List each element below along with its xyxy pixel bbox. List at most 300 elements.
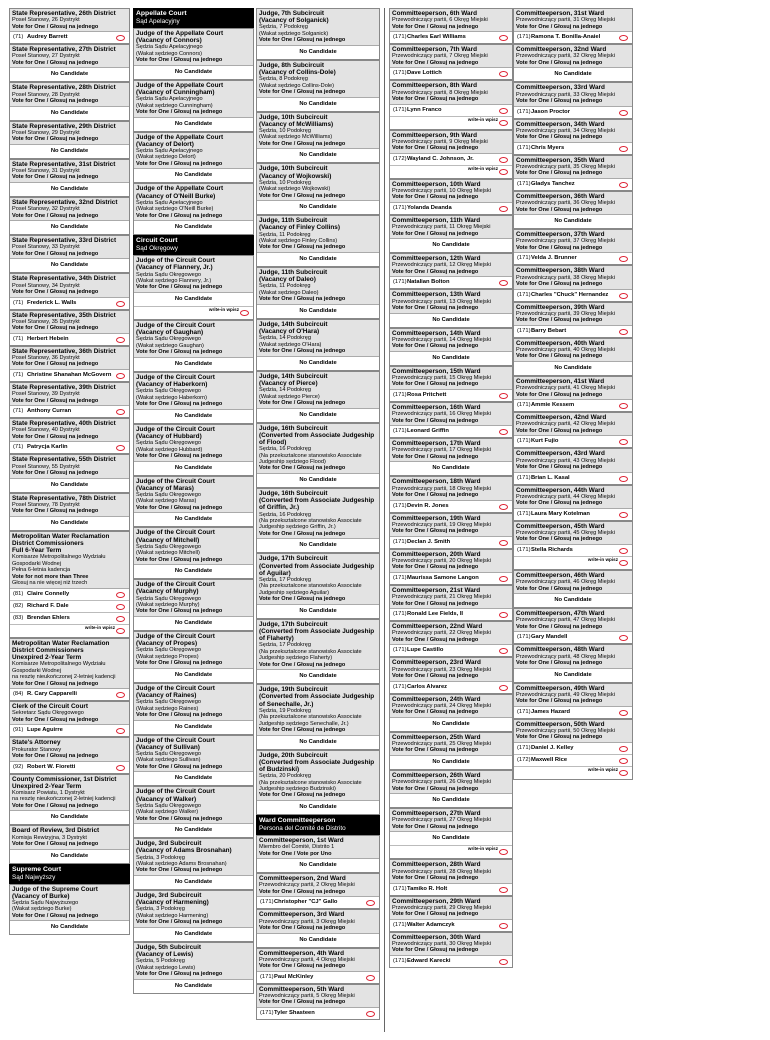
contest-translation: Przewodniczący partii, 37 Okręg Miejski [516,238,615,245]
contest-title: Committeeperson, 29th Ward [392,897,481,905]
vote-oval-icon[interactable] [619,512,628,518]
vote-instruction: Vote for One / Głosuj na jednego [392,636,479,643]
candidate-row[interactable] [390,609,512,620]
contest-translation: Przewodniczący partii, 42 Okręg Miejski [516,421,615,428]
contest-box [9,825,130,863]
vote-instruction: Vote for One / Głosuj na jednego [516,427,603,434]
vote-oval-icon[interactable] [499,540,508,546]
vote-oval-icon[interactable] [619,293,628,299]
contest-subtitle: Unexpired 2-Year Term [12,654,82,662]
candidate-row[interactable] [390,390,512,401]
contest-header [390,933,512,956]
contest-header [134,684,253,721]
candidate-row[interactable] [514,755,632,767]
contest-box [9,382,130,418]
candidate-row[interactable] [390,884,512,895]
contest-translation: Przewodniczący partii, 20 Okręg Miejski [392,558,491,565]
candidate-row[interactable] [390,68,512,79]
write-in-row[interactable] [390,117,512,129]
contest-header [514,720,632,743]
contest-translation: (Na przekształcone stanowisko Associate Judgeship sędziego Griffin, Jr.) [259,517,362,531]
candidate-number: (171) [393,34,407,41]
contest-title: State Representative, 40th District [12,420,116,428]
contest-box [9,774,130,826]
contest-translation: (Wakat sędziego O'Neill Burke) [136,206,214,213]
contest-subtitle: (Vacancy of Collins-Dole) [259,69,336,77]
vote-oval-icon[interactable] [619,110,628,116]
contest-subtitle: (Converted from Associate Judgeship of Flaherty) [259,627,375,643]
section-title-translation: Persona del Comité de Distrito [259,825,346,833]
contest-title: State Representative, 78th District [12,494,116,502]
vote-oval-icon[interactable] [499,206,508,212]
contest-box [389,80,513,129]
vote-oval-icon[interactable] [619,710,628,716]
contest-title: Judge, 3rd Subcircuit [136,892,202,899]
contest-title: Committeeperson, 12th Ward [392,255,481,263]
vote-oval-icon[interactable] [116,628,125,634]
no-candidate: No Candidate [50,814,89,821]
contest-header [134,632,253,669]
contest-translation: Przewodniczący partii, 2 Okręg Miejski [259,882,355,889]
vote-oval-icon[interactable] [619,146,628,152]
no-candidate: No Candidate [554,71,592,78]
candidate-number: (71) [13,372,24,379]
contest-box [256,112,380,164]
contest-box [9,310,130,346]
contest-box [256,553,380,618]
candidate-row[interactable] [10,589,129,601]
contest-translation: Przewodniczący partii, 49 Okręg Miejski [516,691,615,698]
no-candidate: No Candidate [174,120,213,127]
candidate-row[interactable] [514,253,632,264]
contest-title: Committeeperson, 26th Ward [392,772,481,780]
candidate-row[interactable] [257,897,379,908]
no-candidate: No Candidate [50,481,89,488]
vote-oval-icon[interactable] [619,403,628,409]
contest-translation: Przewodniczący partii, 18 Okręg Miejski [392,485,491,492]
vote-instruction: Vote for One / Głosuj na jednego [12,802,99,809]
candidate-row[interactable] [390,277,512,288]
candidate-row[interactable] [10,725,129,736]
contest-title: Committeeperson, 2nd Ward [259,875,346,883]
contest-translation: Przewodniczący partii, 10 Okręg Miejski [392,188,491,195]
no-candidate: No Candidate [554,218,592,225]
contest-subtitle: (Vacancy of Finley Collins) [259,224,340,232]
vote-oval-icon[interactable] [619,35,628,41]
no-candidate: No Candidate [432,797,470,804]
vote-oval-icon[interactable] [499,108,508,114]
candidate-row[interactable] [390,645,512,656]
vote-oval-icon[interactable] [499,576,508,582]
vote-oval-icon[interactable] [499,849,508,855]
contest-box [389,513,513,549]
contest-translation: Sędzia, 19 Podokręg [259,707,311,714]
vote-oval-icon[interactable] [116,445,125,451]
vote-oval-icon[interactable] [499,429,508,435]
contest-title: Committeeperson, 28th Ward [392,861,481,869]
vote-oval-icon[interactable] [619,476,628,482]
vote-oval-icon[interactable] [499,157,508,163]
contest-translation: Przewodniczący partii, 46 Okręg Miejski [516,579,615,586]
candidate-row[interactable] [390,154,512,166]
candidate-row[interactable] [514,707,632,718]
vote-oval-icon[interactable] [619,560,628,566]
vote-oval-icon[interactable] [116,692,125,698]
candidate-number: (171) [517,34,531,41]
candidate-name: Lupe Castillo [407,647,444,654]
contest-box [256,835,380,873]
contest-box [256,909,380,947]
vote-oval-icon[interactable] [116,373,125,379]
vote-instruction-translation: Głosuj na nie więcej niż trzech [12,580,88,587]
contest-header [390,403,512,426]
ballot-column-3 [256,8,380,1020]
candidate-number: (83) [13,614,24,621]
candidate-row[interactable] [514,545,632,557]
vote-instruction: Vote for One / Głosuj na jednego [392,96,479,103]
candidate-name: Devin R. Jones [407,502,449,509]
candidate-row[interactable] [390,537,512,548]
contest-header [390,550,512,573]
vote-oval-icon[interactable] [116,409,125,415]
vote-oval-icon[interactable] [116,616,125,622]
candidate-name: Maxwell Rice [531,757,568,764]
contest-translation: Poseł Stanowy, 35 Dystrykt [12,318,80,325]
contest-box [9,346,130,382]
contest-box [389,44,513,80]
vote-instruction: Vote for One / Głosuj na jednego [259,89,346,96]
contest-translation: Przewodniczący partii, 16 Okręg Miejski [392,411,491,418]
contest-title: Committeeperson, 32nd Ward [516,46,607,54]
vote-oval-icon[interactable] [116,35,125,41]
vote-oval-icon[interactable] [619,182,628,188]
ballot-column-4 [389,8,513,968]
vote-oval-icon[interactable] [499,685,508,691]
contest-box [133,942,254,994]
contest-box [9,884,130,936]
contest-translation: Sędzia Sądu Apelacyjnego [136,148,203,155]
vote-oval-icon[interactable] [619,770,628,776]
contest-box [256,423,380,488]
contest-translation: Sędzia Sądu Okręgowego [136,647,201,654]
candidate-number: (71) [13,335,24,342]
contest-header [390,329,512,352]
vote-oval-icon[interactable] [116,728,125,734]
contest-box [9,121,130,159]
contest-translation: Przewodniczący partii, 45 Okręg Miejski [516,530,615,537]
contest-box [133,80,254,132]
candidate-row[interactable] [10,298,129,309]
write-in-row[interactable] [514,767,632,779]
candidate-number: (81) [13,590,24,597]
contest-box [513,119,633,155]
contest-header [257,424,379,474]
candidate-row[interactable] [10,442,129,453]
vote-oval-icon[interactable] [499,280,508,286]
vote-instruction: Vote for One / Głosuj na jednego [392,875,479,882]
contest-translation: Przewodniczący partii, 24 Okręg Miejski [392,702,491,709]
contest-box [256,319,380,371]
candidate-row[interactable] [257,1008,379,1019]
candidate-row[interactable] [514,632,632,643]
contest-header [514,684,632,707]
contest-subtitle: (Vacancy of O'Neill Burke) [136,192,216,200]
vote-oval-icon[interactable] [499,923,508,929]
contest-header [514,9,632,32]
contest-translation: Sędzia, 17 Podokręg [259,576,311,583]
contest-header [257,268,379,305]
contest-title: Judge of the Circuit Court [136,581,215,589]
contest-title: Judge, 11th Subcircuit [259,217,328,225]
contest-box [513,302,633,338]
vote-oval-icon[interactable] [619,548,628,554]
contest-translation: (Na przekształcone stanowisko Associate Judgeship sędziego Aguilar) [259,583,362,596]
vote-oval-icon[interactable] [499,120,508,126]
contest-header [134,256,253,293]
candidate-number: (71) [13,34,24,41]
candidate-row[interactable] [10,32,129,43]
no-candidate: No Candidate [174,775,213,782]
contest-translation: Przewodniczący partii, 38 Okręg Miejski [516,274,615,281]
contest-title: Committeeperson, 41st Ward [516,378,605,386]
vote-instruction: Vote for One / Głosuj na jednego [12,680,99,687]
contest-header [10,45,129,68]
no-candidate: No Candidate [50,224,89,231]
vote-oval-icon[interactable] [619,746,628,752]
vote-instruction: Vote for One / Głosuj na jednego [259,37,346,44]
contest-header [390,733,512,756]
contest-translation: (Wakat sędziego Collins-Dole) [259,82,335,89]
candidate-number: (171) [393,502,407,509]
candidate-row[interactable] [514,400,632,411]
contest-box [133,631,254,683]
candidate-row[interactable] [514,107,632,118]
contest-translation: Przewodniczący partii, 32 Okręg Miejski [516,53,615,60]
vote-oval-icon[interactable] [116,337,125,343]
vote-instruction: Vote for One / Głosuj na jednego [136,608,223,615]
vote-instruction: Vote for One / Głosuj na jednego [136,57,223,64]
candidate-row[interactable] [10,334,129,345]
vote-instruction: Vote for One / Głosuj na jednego [392,453,479,460]
write-in-row[interactable] [134,307,253,319]
contest-translation: Przewodniczący partii, 44 Okręg Miejski [516,493,615,500]
no-candidate: No Candidate [299,152,337,159]
candidate-name: Chris Myers [531,144,565,151]
candidate-row[interactable] [390,501,512,512]
candidate-row[interactable] [390,426,512,437]
candidate-name: Leonard Griffin [407,428,449,435]
candidate-row[interactable] [390,105,512,117]
candidate-number: (171) [517,474,531,481]
no-candidate: No Candidate [390,832,512,846]
contest-title: Committeeperson, 18th Ward [392,478,481,486]
candidate-row[interactable] [514,179,632,190]
contest-translation: Sędzia Sądu Apelacyjnego [136,44,203,51]
contest-translation: Przewodniczący partii, 33 Okręg Miejski [516,91,615,98]
contest-box [256,371,380,423]
contest-translation: Sędzia, 10 Podokręg [259,128,311,135]
candidate-name: Yolanda Deanda [407,205,452,212]
vote-oval-icon[interactable] [619,439,628,445]
contest-header [257,9,379,46]
candidate-row[interactable] [390,203,512,214]
vote-oval-icon[interactable] [499,887,508,893]
candidate-row[interactable] [10,601,129,613]
contest-title: Judge, 3rd Subcircuit [136,840,202,848]
write-in-row[interactable] [514,557,632,569]
vote-oval-icon[interactable] [366,900,375,906]
vote-instruction: Vote for One / Głosuj na jednego [12,212,99,219]
contest-title: Committeeperson, 49th Ward [516,684,605,692]
contest-box [9,197,130,235]
write-in-row[interactable] [10,625,129,637]
contest-box [256,619,380,684]
vote-oval-icon[interactable] [499,169,508,175]
vote-instruction: Vote for One / Głosuj na jednego [12,470,99,477]
contest-translation: Pełna 6-letnia kadencja [12,567,71,574]
contest-translation: Miembro del Comité, Distrito 1 [259,844,335,851]
candidate-row[interactable] [514,290,632,301]
candidate-row[interactable] [514,326,632,337]
contest-title: Committeeperson, 23rd Ward [392,659,481,667]
candidate-row[interactable] [10,406,129,417]
contest-box [133,28,254,80]
contest-translation: Sędzia, 14 Podokręg [259,335,311,342]
vote-instruction: Vote for One / Głosuj na jednego [516,536,603,543]
contest-box [513,229,633,265]
contest-translation: Przewodniczący partii, 25 Okręg Miejski [392,741,491,748]
candidate-name: Herbert Hebein [27,335,69,342]
contest-subtitle: (Converted from Associate Judgeship of Flood) [259,431,375,446]
contest-translation: Przewodniczący partii, 13 Okręg Miejski [392,298,491,305]
contest-title: Committeeperson, 11th Ward [392,217,481,225]
contest-box [513,338,633,376]
candidate-number: (171) [517,327,531,334]
contest-title: Metropolitan Water Reclamation District Commissioners [12,639,110,654]
candidate-row[interactable] [10,613,129,625]
no-candidate: No Candidate [174,982,213,989]
contest-box [389,130,513,179]
vote-oval-icon[interactable] [619,758,628,764]
contest-title: Judge, 19th Subcircuit [259,686,328,694]
candidate-row[interactable] [257,972,379,983]
no-candidate: No Candidate [174,619,213,626]
candidate-number: (171) [517,745,531,752]
candidate-row[interactable] [390,920,512,931]
candidate-row[interactable] [514,436,632,447]
contest-header [514,449,632,472]
write-in-row[interactable] [390,846,512,858]
candidate-row[interactable] [390,956,512,967]
vote-oval-icon[interactable] [499,648,508,654]
vote-instruction: Vote for One / Głosuj na jednego [516,660,603,667]
candidate-row[interactable] [390,573,512,584]
vote-oval-icon[interactable] [116,604,125,610]
vote-oval-icon[interactable] [499,393,508,399]
candidate-number: (171) [517,547,531,554]
contest-subtitle: (Vacancy of Cunningham) [136,89,215,97]
contest-translation: Sędzia Sądu Okręgowego [136,388,201,395]
vote-instruction: Vote for One / Głosuj na jednego [136,971,223,978]
vote-oval-icon[interactable] [619,256,628,262]
candidate-row[interactable] [514,743,632,755]
write-in-label: write-in wpisz [587,767,618,773]
contest-title: Judge, 17th Subcircuit [259,620,328,628]
contest-subtitle: (Vacancy of Daleo) [259,276,316,284]
contest-box [9,44,130,82]
vote-instruction: Vote for One / Głosuj na jednego [516,391,603,398]
vote-oval-icon[interactable] [116,592,125,598]
contest-title: Judge, 20th Subcircuit [259,751,328,759]
contest-translation: (Wakat sędziego O'Hara) [259,341,322,348]
contest-box [256,488,380,553]
contest-title: Judge of the Appellate Court [136,81,224,89]
candidate-number: (172) [517,757,531,764]
candidate-row[interactable] [390,682,512,693]
no-candidate: No Candidate [432,316,470,323]
vote-oval-icon[interactable] [619,329,628,335]
candidate-row[interactable] [514,32,632,43]
contest-box [389,896,513,932]
vote-oval-icon[interactable] [366,975,375,981]
candidate-number: (82) [13,602,24,609]
contest-translation: Sędzia, 3 Podokręg [136,906,185,913]
candidate-row[interactable] [390,32,512,43]
contest-translation: (Na przekształcone stanowisko Associate Judgeship sędziego Budzinski) [259,779,362,793]
section-title: Circuit Court [136,237,178,245]
contest-translation: Sędzia, 20 Podokręg [259,773,311,780]
vote-oval-icon[interactable] [499,612,508,618]
vote-oval-icon[interactable] [499,71,508,77]
vote-oval-icon[interactable] [366,1011,375,1017]
contest-translation: Przewodniczący partii, 50 Okręg Miejski [516,728,615,735]
contest-box [256,267,380,319]
vote-oval-icon[interactable] [116,301,125,307]
contest-header [390,658,512,681]
contest-translation: Przewodniczący partii, 35 Okręg Miejski [516,164,615,171]
contest-translation: Przewodniczący partii, 43 Okręg Miejski [516,457,615,464]
candidate-row[interactable] [514,473,632,484]
vote-oval-icon[interactable] [116,765,125,771]
vote-oval-icon[interactable] [499,959,508,965]
candidate-name: Walter Adamczyk [407,921,455,928]
contest-translation: Przewodniczący partii, 12 Okręg Miejski [392,262,491,269]
contest-header [10,639,129,689]
candidate-row[interactable] [10,689,129,700]
vote-oval-icon[interactable] [499,35,508,41]
vote-instruction: Vote for One / Głosuj na jednego [259,999,346,1006]
contest-box [389,402,513,438]
write-in-row[interactable] [390,166,512,178]
vote-oval-icon[interactable] [240,310,249,316]
vote-oval-icon[interactable] [619,635,628,641]
contest-translation: Przewodniczący partii, 22 Okręg Miejski [392,630,491,637]
contest-title: Committeeperson, 44th Ward [516,486,605,494]
candidate-row[interactable] [10,762,129,773]
candidate-row[interactable] [514,509,632,520]
candidate-row[interactable] [10,370,129,381]
contest-header [134,425,253,462]
contest-header [390,860,512,883]
contest-translation: Przewodniczący partii, 8 Okręg Miejski [392,89,488,96]
contest-header [10,160,129,183]
contest-subtitle: (Vacancy of Lewis) [136,951,194,959]
candidate-row[interactable] [514,143,632,154]
contest-box [256,60,380,112]
contest-title: State Representative, 36th District [12,347,116,355]
vote-oval-icon[interactable] [499,504,508,510]
contest-title: Committeeperson, 50th Ward [516,720,605,728]
